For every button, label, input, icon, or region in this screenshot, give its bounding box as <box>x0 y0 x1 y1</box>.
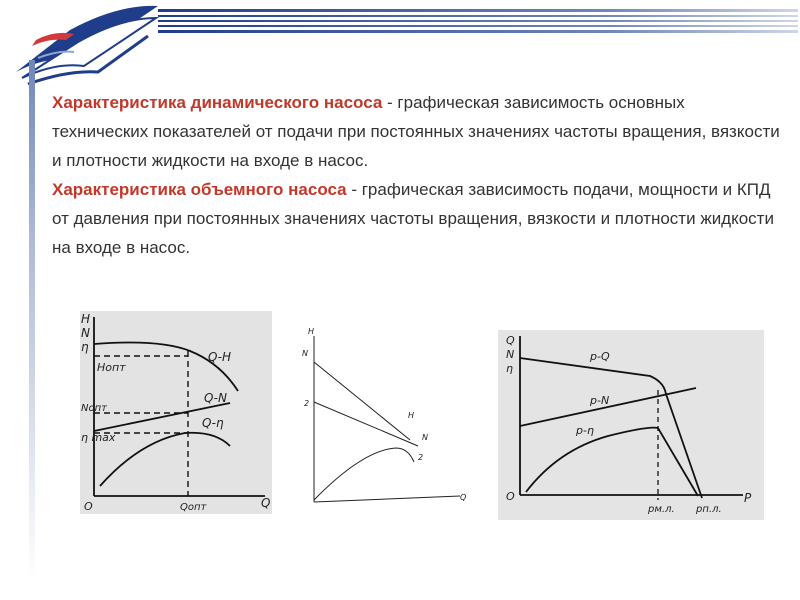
fig3-xtick-pml: pм.л. <box>648 504 675 515</box>
fig1-curve-label-qh: Q-H <box>208 350 232 364</box>
fig1-curve-label-qn: Q-N <box>204 391 227 405</box>
fig1-ylabel-n: N <box>81 326 90 340</box>
fig1-curve-qeta <box>100 433 230 486</box>
fig2-curve-eta <box>314 448 414 500</box>
slide-text <box>52 88 782 262</box>
fig2-curve-label-n: N <box>422 433 428 442</box>
fig3-ylabel-n: N <box>506 348 515 361</box>
figure-dynamic-pump <box>80 311 272 514</box>
definition-dynamic-pump: - графическая зависимость основных технических показателей от подачи при постоянных значениях частоты вращения, вязкости и плотности жидкости на входе в насос. <box>52 93 780 170</box>
fig3-curve-label-peta: p-η <box>576 424 594 437</box>
fig3-curve-label-pn: p-N <box>590 394 610 407</box>
fig2-curve-label-h: H <box>408 411 415 420</box>
fig1-etamax-label: η max <box>81 431 116 444</box>
fig1-curve-label-qeta: Q-η <box>202 416 224 430</box>
fig3-origin-label: O <box>506 490 515 503</box>
term-volumetric-pump: Характеристика объемного насоса <box>52 180 347 199</box>
fig2-xlabel-q: Q <box>460 493 467 502</box>
fig1-nopt-label: Nопт <box>81 403 107 414</box>
fig2-ylabel-h: H <box>308 327 315 336</box>
fig3-xtick-ppl: pп.л. <box>696 504 722 515</box>
fig3-ylabel-eta: η <box>506 362 513 375</box>
fig1-ylabel-eta: η <box>81 340 89 354</box>
fig2-ymark-2: 2 <box>304 399 310 408</box>
left-accent-bar <box>29 60 35 580</box>
figure-sketch <box>298 322 472 508</box>
fig1-ylabel-h: H <box>81 312 91 326</box>
fig1-origin-label: O <box>84 500 93 513</box>
fig2-curve-h <box>314 362 410 440</box>
figure-volumetric-pump <box>498 330 764 520</box>
fig2-curve-label-eta: 2 <box>418 453 424 462</box>
fig3-curve-peta <box>526 428 698 496</box>
term-dynamic-pump: Характеристика динамического насоса <box>52 93 383 112</box>
fig3-curve-label-pq: p-Q <box>590 350 610 363</box>
paragraph-volumetric-pump <box>52 175 782 262</box>
fig1-xlabel-q: Q <box>261 496 271 510</box>
fig1-qopt-label: Qопт <box>180 502 207 513</box>
fig3-xlabel-p: P <box>744 491 752 505</box>
paragraph-dynamic-pump <box>52 88 782 175</box>
fig1-hopt-label: Hопт <box>97 361 126 374</box>
fig2-ymark-n: N <box>302 349 308 358</box>
definition-volumetric-pump: - графическая зависимость подачи, мощности и КПД от давления при постоянных значениях частоты вращения, вязкости и плотности жидкости на входе в насос. <box>52 180 774 257</box>
header-stripes <box>158 8 798 34</box>
fig3-ylabel-q: Q <box>506 334 515 347</box>
fig2-curve-n <box>314 402 418 446</box>
fig3-curve-pq <box>520 358 702 498</box>
fig2-x-axis <box>314 496 460 502</box>
